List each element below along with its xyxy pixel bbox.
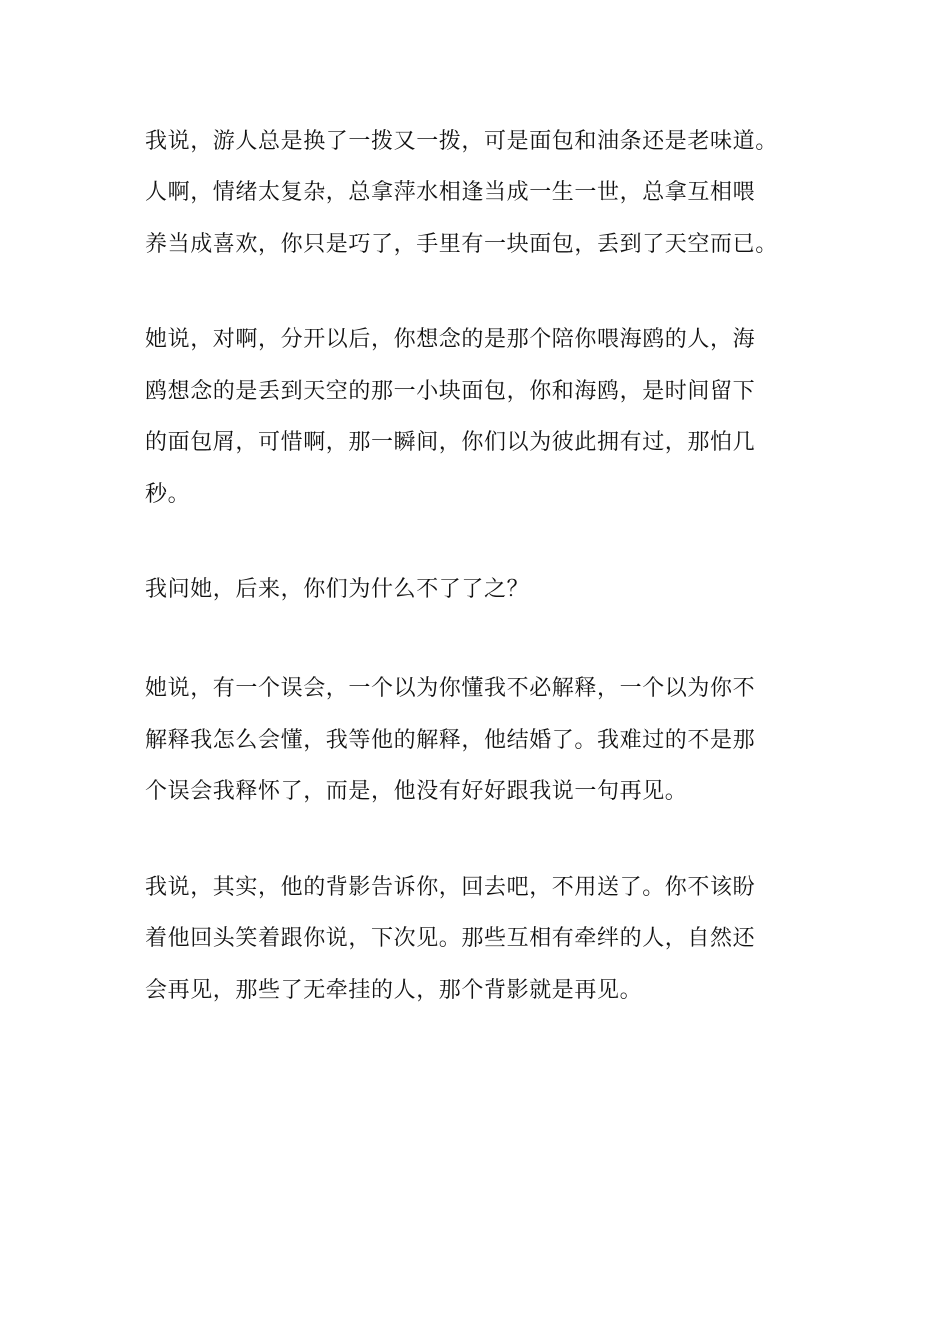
text-line: 我说，其实，他的背影告诉你，回去吧，不用送了。你不该盼 [145, 875, 756, 900]
text-line: 着他回头笑着跟你说，下次见。那些互相有牵绊的人，自然还 [145, 926, 756, 951]
text-line: 养当成喜欢，你只是巧了，手里有一块面包，丢到了天空而已。 [145, 232, 778, 257]
text-line: 个误会我释怀了，而是，他没有好好跟我说一句再见。 [145, 779, 688, 804]
text-line: 她说，对啊，分开以后，你想念的是那个陪你喂海鸥的人，海 [145, 327, 756, 352]
text-line: 我问她，后来，你们为什么不了了之？ [145, 577, 530, 602]
text-line: 人啊，情绪太复杂，总拿萍水相逢当成一生一世，总拿互相喂 [145, 180, 756, 205]
text-line: 的面包屑，可惜啊，那一瞬间，你们以为彼此拥有过，那怕几 [145, 430, 756, 455]
text-line: 会再见，那些了无牵挂的人，那个背影就是再见。 [145, 978, 643, 1003]
text-line: 她说，有一个误会，一个以为你懂我不必解释，一个以为你不 [145, 676, 756, 701]
text-line: 我说，游人总是换了一拨又一拨，可是面包和油条还是老味道。 [145, 129, 778, 154]
text-line: 秒。 [145, 482, 191, 507]
text-line: 解释我怎么会懂，我等他的解释，他结婚了。我难过的不是那 [145, 728, 756, 753]
text-line: 鸥想念的是丢到天空的那一小块面包，你和海鸥，是时间留下 [145, 379, 756, 404]
